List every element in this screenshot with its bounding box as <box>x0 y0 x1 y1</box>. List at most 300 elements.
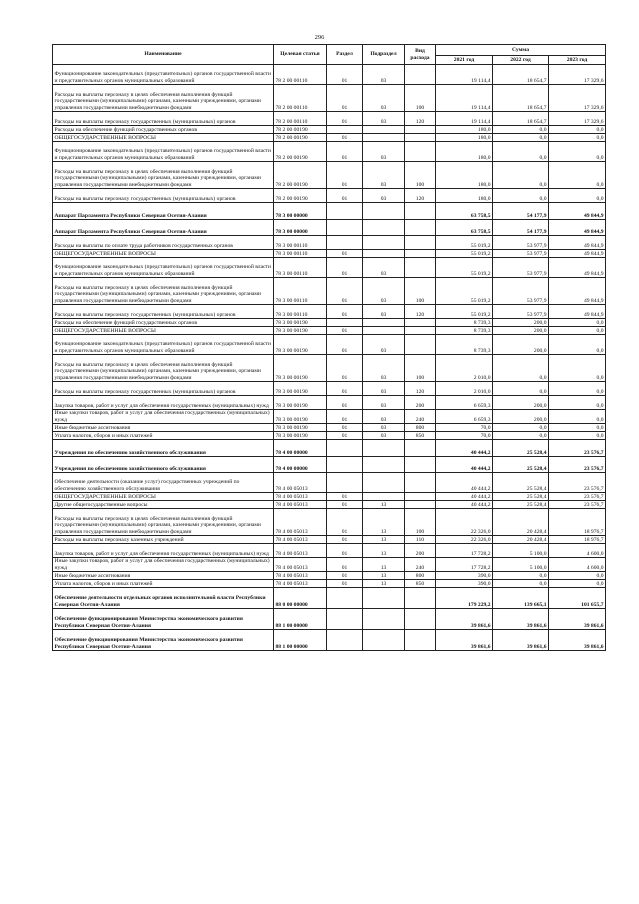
row-razdel: 01 <box>327 382 363 396</box>
budget-table <box>52 44 606 651</box>
row-code: 78 2 00 00190 <box>274 126 327 134</box>
row-vid <box>405 258 436 278</box>
row-razdel: 01 <box>327 189 363 203</box>
row-value-2023: 0,0 <box>549 572 606 580</box>
row-value-2021: 179 229,2 <box>436 588 493 609</box>
row-podrazdel <box>363 220 405 236</box>
row-podrazdel: 13 <box>363 558 405 572</box>
row-value-2023: 23 576,7 <box>549 493 606 501</box>
table-row <box>53 588 606 609</box>
row-podrazdel: 03 <box>363 424 405 432</box>
row-code: 78 2 00 00190 <box>274 142 327 162</box>
row-code: 78 2 00 00190 <box>274 189 327 203</box>
row-razdel: 01 <box>327 327 363 335</box>
row-razdel <box>327 473 363 493</box>
row-value-2021: 70,0 <box>436 432 493 440</box>
row-code: 78 3 00 00110 <box>274 278 327 305</box>
row-value-2023: 0,0 <box>549 580 606 588</box>
row-razdel <box>327 319 363 327</box>
row-value-2023: 17 329,6 <box>549 65 606 85</box>
row-podrazdel: 03 <box>363 335 405 355</box>
table-row <box>53 134 606 142</box>
row-value-2022: 39 861,6 <box>493 609 549 630</box>
row-razdel <box>327 126 363 134</box>
row-value-2023: 49 844,9 <box>549 250 606 258</box>
row-razdel: 01 <box>327 544 363 558</box>
row-razdel <box>327 609 363 630</box>
row-name: Аппарат Парламента Республики Северная Осетия-Алания <box>53 220 274 236</box>
row-name: ОБЩЕГОСУДАРСТВЕННЫЕ ВОПРОСЫ <box>53 493 274 501</box>
row-value-2021: 22 326,0 <box>436 536 493 544</box>
row-value-2022: 20 428,4 <box>493 536 549 544</box>
row-value-2023: 4 600,0 <box>549 544 606 558</box>
row-vid: 100 <box>405 162 436 189</box>
row-value-2022: 25 528,4 <box>493 493 549 501</box>
row-name: Расходы на выплаты по оплате труда работников государственных органов <box>53 236 274 250</box>
row-podrazdel: 13 <box>363 572 405 580</box>
table-row <box>53 558 606 572</box>
table-row <box>53 536 606 544</box>
table-row <box>53 203 606 220</box>
table-row <box>53 509 606 536</box>
row-code: 78 3 00 00110 <box>274 258 327 278</box>
row-razdel: 01 <box>327 355 363 382</box>
row-vid <box>405 220 436 236</box>
row-value-2021: 40 444,2 <box>436 493 493 501</box>
row-value-2023: 0,0 <box>549 126 606 134</box>
row-value-2021: 55 019,2 <box>436 236 493 250</box>
row-vid: 800 <box>405 572 436 580</box>
row-razdel: 01 <box>327 509 363 536</box>
table-row <box>53 85 606 112</box>
row-vid <box>405 319 436 327</box>
row-name: Уплата налогов, сборов и иных платежей <box>53 580 274 588</box>
row-value-2021: 40 444,2 <box>436 457 493 473</box>
row-vid <box>405 327 436 335</box>
row-value-2022: 0,0 <box>493 142 549 162</box>
row-podrazdel <box>363 126 405 134</box>
row-value-2021: 63 758,5 <box>436 220 493 236</box>
row-value-2021: 39 861,6 <box>436 630 493 651</box>
row-code: 78 4 00 05013 <box>274 509 327 536</box>
row-razdel: 01 <box>327 493 363 501</box>
row-razdel <box>327 457 363 473</box>
row-value-2021: 8 739,3 <box>436 327 493 335</box>
row-razdel <box>327 588 363 609</box>
row-podrazdel <box>363 588 405 609</box>
row-value-2021: 55 019,2 <box>436 305 493 319</box>
table-row <box>53 382 606 396</box>
table-row <box>53 258 606 278</box>
row-razdel <box>327 220 363 236</box>
row-value-2023: 18 976,7 <box>549 536 606 544</box>
row-value-2021: 180,0 <box>436 126 493 134</box>
row-name: Обеспечение деятельности отдельных органов исполнительной власти Республики Северная Осетия-Алания <box>53 588 274 609</box>
row-code: 78 3 00 00190 <box>274 355 327 382</box>
row-vid: 120 <box>405 382 436 396</box>
row-podrazdel: 03 <box>363 382 405 396</box>
row-podrazdel <box>363 630 405 651</box>
row-value-2021: 6 659,3 <box>436 396 493 410</box>
row-vid: 120 <box>405 112 436 126</box>
row-value-2022: 0,0 <box>493 355 549 382</box>
row-value-2022: 0,0 <box>493 189 549 203</box>
row-value-2023: 0,0 <box>549 162 606 189</box>
row-value-2022: 53 977,9 <box>493 236 549 250</box>
row-razdel: 01 <box>327 432 363 440</box>
row-vid: 240 <box>405 558 436 572</box>
row-value-2021: 40 444,2 <box>436 440 493 457</box>
row-value-2021: 70,0 <box>436 424 493 432</box>
row-podrazdel: 03 <box>363 396 405 410</box>
row-podrazdel: 03 <box>363 162 405 189</box>
row-value-2021: 55 019,2 <box>436 278 493 305</box>
page-number: 296 <box>314 34 325 41</box>
header-podrazdel: Подраздел <box>363 45 405 65</box>
row-value-2023: 39 861,6 <box>549 609 606 630</box>
table-row <box>53 609 606 630</box>
row-value-2021: 180,0 <box>436 142 493 162</box>
row-code: 78 3 00 00190 <box>274 432 327 440</box>
row-name: Учреждения по обеспечению хозяйственного обслуживания <box>53 440 274 457</box>
row-value-2023: 0,0 <box>549 410 606 424</box>
row-podrazdel <box>363 203 405 220</box>
row-podrazdel: 03 <box>363 305 405 319</box>
row-name: Функционирование законодательных (представительных) органов государственной власти и представительных органов муниципальных образований <box>53 258 274 278</box>
table-header <box>53 45 606 65</box>
row-code: 88 1 00 00000 <box>274 630 327 651</box>
row-value-2023: 0,0 <box>549 424 606 432</box>
header-code: Целевая статья <box>274 45 327 65</box>
row-value-2023: 101 655,7 <box>549 588 606 609</box>
row-name: Расходы на обеспечение функций государственных органов <box>53 319 274 327</box>
row-value-2023: 18 976,7 <box>549 509 606 536</box>
row-podrazdel: 03 <box>363 189 405 203</box>
row-value-2022: 200,0 <box>493 327 549 335</box>
row-name: Обеспечение функционирования Министерства экономического развития Республики Северная Осетия-Алания <box>53 630 274 651</box>
row-value-2021: 390,0 <box>436 572 493 580</box>
row-vid <box>405 493 436 501</box>
row-name: Закупка товаров, работ и услуг для обеспечения государственных (муниципальных) нужд <box>53 544 274 558</box>
row-code: 78 3 00 00190 <box>274 335 327 355</box>
row-code: 78 4 00 05013 <box>274 544 327 558</box>
row-code: 78 3 00 00110 <box>274 250 327 258</box>
row-name: ОБЩЕГОСУДАРСТВЕННЫЕ ВОПРОСЫ <box>53 134 274 142</box>
row-vid: 800 <box>405 424 436 432</box>
row-vid <box>405 203 436 220</box>
row-value-2023: 0,0 <box>549 134 606 142</box>
table-row <box>53 580 606 588</box>
row-name: Обеспечение деятельности (оказание услуг) государственных учреждений по обеспечению хозяйственного обслуживания <box>53 473 274 493</box>
row-name: Иные закупки товаров, работ и услуг для обеспечения государственных (муниципальных) нужд <box>53 558 274 572</box>
row-vid: 100 <box>405 85 436 112</box>
row-name: Расходы на выплаты персоналу в целях обеспечения выполнения функций государственными (муниципальными) органами, казенными учреждениями, органами управления государственными внебюджетными фондами <box>53 278 274 305</box>
header-name: Наименование <box>53 45 274 65</box>
row-value-2023: 49 844,9 <box>549 258 606 278</box>
row-value-2023: 23 576,7 <box>549 473 606 493</box>
row-value-2021: 390,0 <box>436 580 493 588</box>
row-podrazdel: 03 <box>363 410 405 424</box>
row-vid <box>405 65 436 85</box>
row-value-2022: 20 428,4 <box>493 509 549 536</box>
row-value-2021: 17 728,2 <box>436 558 493 572</box>
table-row <box>53 396 606 410</box>
row-value-2021: 19 114,4 <box>436 85 493 112</box>
row-name: Расходы на выплаты персоналу в целях обеспечения выполнения функций государственными (муниципальными) органами, казенными учреждениями, органами управления государственными внебюджетными фондами <box>53 85 274 112</box>
row-code: 78 2 00 00110 <box>274 112 327 126</box>
row-razdel <box>327 440 363 457</box>
row-name: Расходы на выплаты персоналу в целях обеспечения выполнения функций государственными (муниципальными) органами, казенными учреждениями, органами управления государственными внебюджетными фондами <box>53 509 274 536</box>
row-value-2022: 200,0 <box>493 335 549 355</box>
row-value-2023: 49 844,9 <box>549 305 606 319</box>
row-vid <box>405 457 436 473</box>
row-value-2023: 0,0 <box>549 189 606 203</box>
row-razdel: 01 <box>327 112 363 126</box>
row-vid: 110 <box>405 536 436 544</box>
row-podrazdel: 13 <box>363 580 405 588</box>
row-name: Другие общегосударственные вопросы <box>53 501 274 509</box>
table-row <box>53 65 606 85</box>
row-razdel: 01 <box>327 250 363 258</box>
row-razdel: 01 <box>327 162 363 189</box>
row-vid: 100 <box>405 278 436 305</box>
row-code: 78 4 00 05013 <box>274 493 327 501</box>
row-value-2022: 25 528,4 <box>493 501 549 509</box>
row-value-2022: 0,0 <box>493 126 549 134</box>
row-value-2021: 6 659,3 <box>436 410 493 424</box>
row-vid <box>405 501 436 509</box>
row-code: 78 4 00 00000 <box>274 440 327 457</box>
row-value-2022: 0,0 <box>493 162 549 189</box>
row-vid <box>405 630 436 651</box>
row-value-2022: 5 100,0 <box>493 544 549 558</box>
row-razdel: 01 <box>327 142 363 162</box>
table-row <box>53 250 606 258</box>
row-podrazdel <box>363 236 405 250</box>
row-value-2023: 49 844,9 <box>549 236 606 250</box>
table-row <box>53 440 606 457</box>
row-razdel: 01 <box>327 410 363 424</box>
table-row <box>53 410 606 424</box>
table-row <box>53 544 606 558</box>
table-row <box>53 126 606 134</box>
row-value-2023: 0,0 <box>549 327 606 335</box>
row-value-2023: 39 861,6 <box>549 630 606 651</box>
row-value-2021: 39 861,6 <box>436 609 493 630</box>
row-code: 78 4 00 05013 <box>274 473 327 493</box>
row-name: Обеспечение функционирования Министерства экономического развития Республики Северная Осетия-Алания <box>53 609 274 630</box>
row-podrazdel: 03 <box>363 85 405 112</box>
header-razdel: Раздел <box>327 45 363 65</box>
row-value-2021: 2 010,0 <box>436 382 493 396</box>
header-year-2022: 2022 год <box>493 56 549 65</box>
table-row <box>53 142 606 162</box>
row-name: Закупка товаров, работ и услуг для обеспечения государственных (муниципальных) нужд <box>53 396 274 410</box>
row-podrazdel: 13 <box>363 501 405 509</box>
row-code: 78 2 00 00110 <box>274 65 327 85</box>
row-value-2022: 139 665,1 <box>493 588 549 609</box>
row-value-2021: 19 114,4 <box>436 112 493 126</box>
row-value-2023: 0,0 <box>549 396 606 410</box>
row-name: Иные закупки товаров, работ и услуг для обеспечения государственных (муниципальных) нужд <box>53 410 274 424</box>
row-razdel <box>327 203 363 220</box>
row-razdel <box>327 630 363 651</box>
table-row <box>53 473 606 493</box>
row-value-2021: 8 739,3 <box>436 335 493 355</box>
table-row <box>53 335 606 355</box>
row-podrazdel: 13 <box>363 536 405 544</box>
row-podrazdel: 03 <box>363 112 405 126</box>
row-value-2021: 180,0 <box>436 134 493 142</box>
row-vid <box>405 473 436 493</box>
row-value-2022: 0,0 <box>493 424 549 432</box>
row-vid: 850 <box>405 432 436 440</box>
table-row <box>53 327 606 335</box>
table-row <box>53 162 606 189</box>
row-code: 78 3 00 00190 <box>274 410 327 424</box>
row-code: 88 1 00 00000 <box>274 609 327 630</box>
row-podrazdel: 03 <box>363 355 405 382</box>
row-vid: 100 <box>405 355 436 382</box>
row-podrazdel: 13 <box>363 544 405 558</box>
row-vid <box>405 609 436 630</box>
row-podrazdel <box>363 473 405 493</box>
row-razdel: 01 <box>327 134 363 142</box>
row-name: Расходы на выплаты персоналу государственных (муниципальных) органов <box>53 112 274 126</box>
row-vid <box>405 126 436 134</box>
row-razdel: 01 <box>327 85 363 112</box>
row-code: 78 4 00 05013 <box>274 580 327 588</box>
row-value-2022: 53 977,9 <box>493 278 549 305</box>
row-code: 78 4 00 05013 <box>274 536 327 544</box>
table-body <box>53 65 606 651</box>
table-row <box>53 189 606 203</box>
header-year-2023: 2023 год <box>549 56 606 65</box>
row-value-2022: 200,0 <box>493 410 549 424</box>
row-code: 78 2 00 00110 <box>274 85 327 112</box>
row-value-2021: 63 758,5 <box>436 203 493 220</box>
row-value-2022: 53 977,9 <box>493 305 549 319</box>
row-value-2023: 0,0 <box>549 142 606 162</box>
row-vid <box>405 335 436 355</box>
row-value-2023: 49 844,9 <box>549 220 606 236</box>
row-value-2021: 180,0 <box>436 189 493 203</box>
row-name: Расходы на выплаты персоналу государственных (муниципальных) органов <box>53 382 274 396</box>
row-razdel: 01 <box>327 501 363 509</box>
row-name: Уплата налогов, сборов и иных платежей <box>53 432 274 440</box>
row-value-2023: 4 600,0 <box>549 558 606 572</box>
row-value-2022: 39 861,6 <box>493 630 549 651</box>
row-value-2021: 55 019,2 <box>436 258 493 278</box>
row-code: 78 3 00 00000 <box>274 203 327 220</box>
row-podrazdel: 03 <box>363 142 405 162</box>
table-row <box>53 278 606 305</box>
row-value-2023: 0,0 <box>549 355 606 382</box>
row-podrazdel: 13 <box>363 509 405 536</box>
row-name: Расходы на выплаты персоналу государственных (муниципальных) органов <box>53 189 274 203</box>
row-value-2023: 49 844,9 <box>549 278 606 305</box>
row-vid <box>405 134 436 142</box>
row-value-2023: 17 329,6 <box>549 85 606 112</box>
row-name: Аппарат Парламента Республики Северная Осетия-Алания <box>53 203 274 220</box>
row-podrazdel <box>363 250 405 258</box>
table-row <box>53 112 606 126</box>
row-vid <box>405 440 436 457</box>
row-vid: 200 <box>405 544 436 558</box>
row-vid: 120 <box>405 189 436 203</box>
row-name: Функционирование законодательных (представительных) органов государственной власти и представительных органов муниципальных образований <box>53 335 274 355</box>
row-value-2022: 200,0 <box>493 319 549 327</box>
row-value-2022: 0,0 <box>493 134 549 142</box>
row-value-2023: 23 576,7 <box>549 440 606 457</box>
header-vid: Вид расхода <box>405 45 436 65</box>
table-row <box>53 457 606 473</box>
row-value-2021: 8 739,3 <box>436 319 493 327</box>
row-podrazdel: 03 <box>363 278 405 305</box>
row-code: 78 3 00 00190 <box>274 327 327 335</box>
row-value-2022: 25 528,4 <box>493 440 549 457</box>
row-name: Расходы на выплаты персоналу в целях обеспечения выполнения функций государственными (муниципальными) органами, казенными учреждениями, органами управления государственными внебюджетными фондами <box>53 355 274 382</box>
row-code: 78 3 00 00190 <box>274 319 327 327</box>
row-value-2023: 0,0 <box>549 335 606 355</box>
row-name: Учреждения по обеспечению хозяйственного обслуживания <box>53 457 274 473</box>
row-podrazdel: 03 <box>363 258 405 278</box>
row-value-2023: 23 576,7 <box>549 457 606 473</box>
row-vid <box>405 588 436 609</box>
row-razdel: 01 <box>327 558 363 572</box>
row-value-2021: 180,0 <box>436 162 493 189</box>
row-value-2022: 53 977,9 <box>493 258 549 278</box>
row-vid <box>405 250 436 258</box>
table-row <box>53 305 606 319</box>
row-podrazdel <box>363 440 405 457</box>
row-podrazdel <box>363 319 405 327</box>
row-podrazdel <box>363 609 405 630</box>
table-row <box>53 572 606 580</box>
row-value-2023: 0,0 <box>549 382 606 396</box>
row-razdel: 01 <box>327 305 363 319</box>
row-razdel: 01 <box>327 580 363 588</box>
table-row <box>53 355 606 382</box>
table-row <box>53 220 606 236</box>
row-name: Расходы на выплаты персоналу в целях обеспечения выполнения функций государственными (муниципальными) органами, казенными учреждениями, органами управления государственными внебюджетными фондами <box>53 162 274 189</box>
row-code: 78 2 00 00190 <box>274 134 327 142</box>
row-value-2021: 2 010,0 <box>436 355 493 382</box>
row-razdel: 01 <box>327 65 363 85</box>
row-vid: 850 <box>405 580 436 588</box>
row-razdel: 01 <box>327 424 363 432</box>
row-value-2022: 0,0 <box>493 382 549 396</box>
row-code: 78 4 00 05013 <box>274 558 327 572</box>
row-value-2022: 25 528,4 <box>493 473 549 493</box>
row-value-2022: 18 654,7 <box>493 112 549 126</box>
row-name: Иные бюджетные ассигнования <box>53 424 274 432</box>
row-code: 88 0 00 00000 <box>274 588 327 609</box>
header-summa: Сумма <box>436 45 606 56</box>
table-row <box>53 630 606 651</box>
row-code: 78 3 00 00110 <box>274 305 327 319</box>
row-razdel: 01 <box>327 258 363 278</box>
row-value-2021: 40 444,2 <box>436 501 493 509</box>
row-podrazdel: 03 <box>363 65 405 85</box>
row-podrazdel <box>363 457 405 473</box>
row-vid: 100 <box>405 509 436 536</box>
table-row <box>53 424 606 432</box>
row-code: 78 3 00 00190 <box>274 396 327 410</box>
row-razdel: 01 <box>327 536 363 544</box>
row-name: Расходы на выплаты персоналу государственных (муниципальных) органов <box>53 305 274 319</box>
row-value-2022: 5 100,0 <box>493 558 549 572</box>
